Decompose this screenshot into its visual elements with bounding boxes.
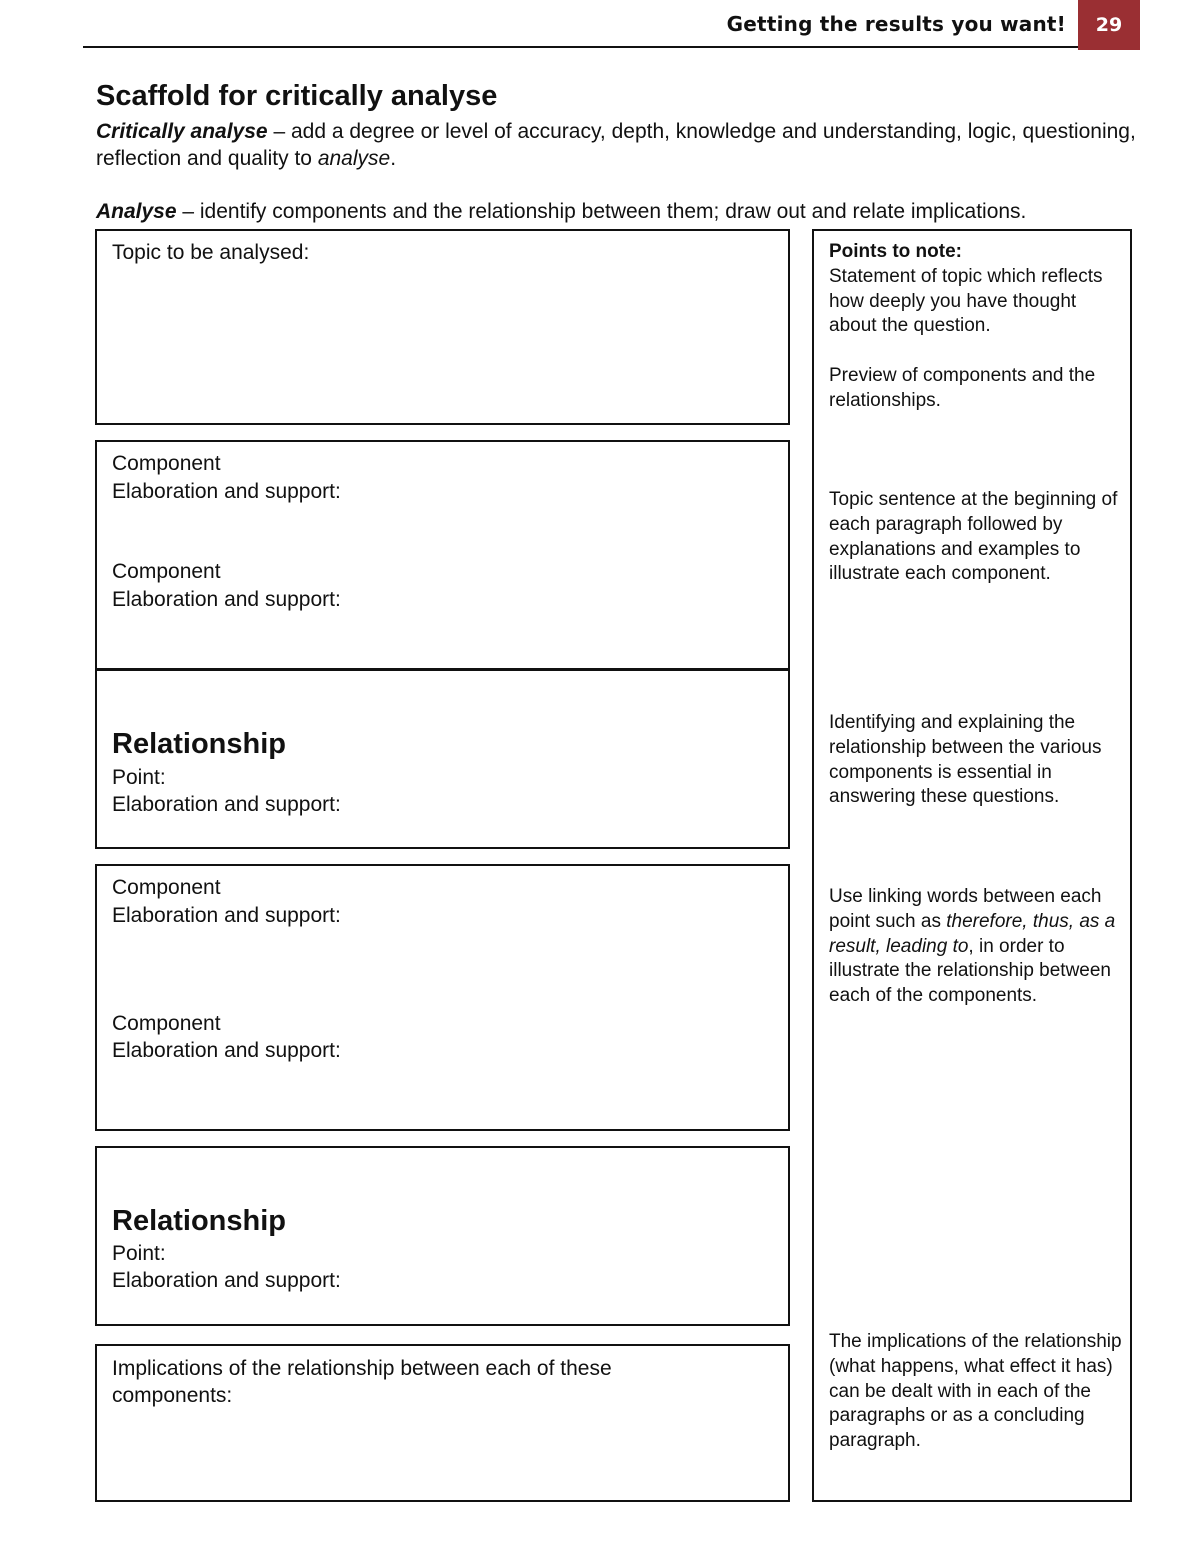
- elaboration-label: Elaboration and support:: [112, 1269, 341, 1292]
- elaboration-label: Elaboration and support:: [112, 793, 341, 816]
- running-header-title: Getting the results you want!: [726, 12, 1066, 36]
- critically-analyse-text: – add a degree or level of accuracy, depth, knowledge and understanding, logic, questioning, reflection and quality to: [96, 120, 1136, 170]
- note-linking-text-a: Use linking words between each point such as: [829, 886, 1102, 932]
- component-label: Component: [112, 560, 221, 583]
- component-label: Component: [112, 452, 221, 475]
- components-box-2[interactable]: [95, 864, 790, 1131]
- analyse-inline-term: analyse: [317, 147, 391, 170]
- relationship-box-2[interactable]: [95, 1146, 790, 1326]
- elaboration-label: Elaboration and support:: [112, 480, 341, 503]
- header-divider: [83, 46, 1078, 48]
- relationship-heading: Relationship: [112, 728, 287, 760]
- component-label: Component: [112, 1012, 221, 1035]
- components-box-1[interactable]: [95, 440, 790, 670]
- relationship-box-1[interactable]: [95, 668, 790, 849]
- points-to-note-panel: [812, 229, 1132, 1502]
- note-preview: Preview of components and the relationships.: [829, 365, 1096, 411]
- note-relationship: Identifying and explaining the relationship between the various components is essential in answering these questions.: [829, 712, 1102, 808]
- note-implications: The implications of the relationship (what happens, what effect it has) can be dealt with in each of the paragraphs or as a concluding paragraph.: [829, 1331, 1122, 1452]
- page-number-badge: 29: [1078, 0, 1140, 50]
- note-topic-sentence: Topic sentence at the beginning of each paragraph followed by explanations and examples to illustrate each component.: [829, 489, 1118, 585]
- implications-label: Implications of the relationship between each of these components:: [112, 1357, 612, 1407]
- note-statement-of-topic: Statement of topic which reflects how deeply you have thought about the question.: [829, 265, 1103, 337]
- note-intro: [829, 240, 1124, 339]
- point-label: Point:: [112, 766, 166, 789]
- elaboration-label: Elaboration and support:: [112, 588, 341, 611]
- definition-period: .: [390, 147, 397, 170]
- topic-label: Topic to be analysed:: [112, 241, 310, 264]
- analyse-term: Analyse: [96, 200, 177, 223]
- critically-analyse-term: Critically analyse: [96, 120, 268, 143]
- analyse-text: – identify components and the relationship between them; draw out and relate implications.: [176, 200, 1027, 223]
- analyse-definition: [96, 198, 1146, 225]
- relationship-heading: Relationship: [112, 1205, 287, 1237]
- notes-title: Points to note:: [829, 241, 962, 262]
- critically-analyse-definition: [96, 118, 1141, 172]
- point-label: Point:: [112, 1242, 166, 1265]
- page-title: Scaffold for critically analyse: [96, 80, 498, 112]
- topic-box[interactable]: [95, 229, 790, 425]
- elaboration-label: Elaboration and support:: [112, 1039, 341, 1062]
- note-linking-text-c: , in order to illustrate the relationship between each of the components.: [829, 935, 1112, 1007]
- elaboration-label: Elaboration and support:: [112, 904, 341, 927]
- note-linking-words: [829, 885, 1124, 1009]
- component-label: Component: [112, 876, 221, 899]
- implications-box[interactable]: [95, 1344, 790, 1502]
- note-linking-examples: therefore, thus, as a result, leading to: [829, 910, 1116, 957]
